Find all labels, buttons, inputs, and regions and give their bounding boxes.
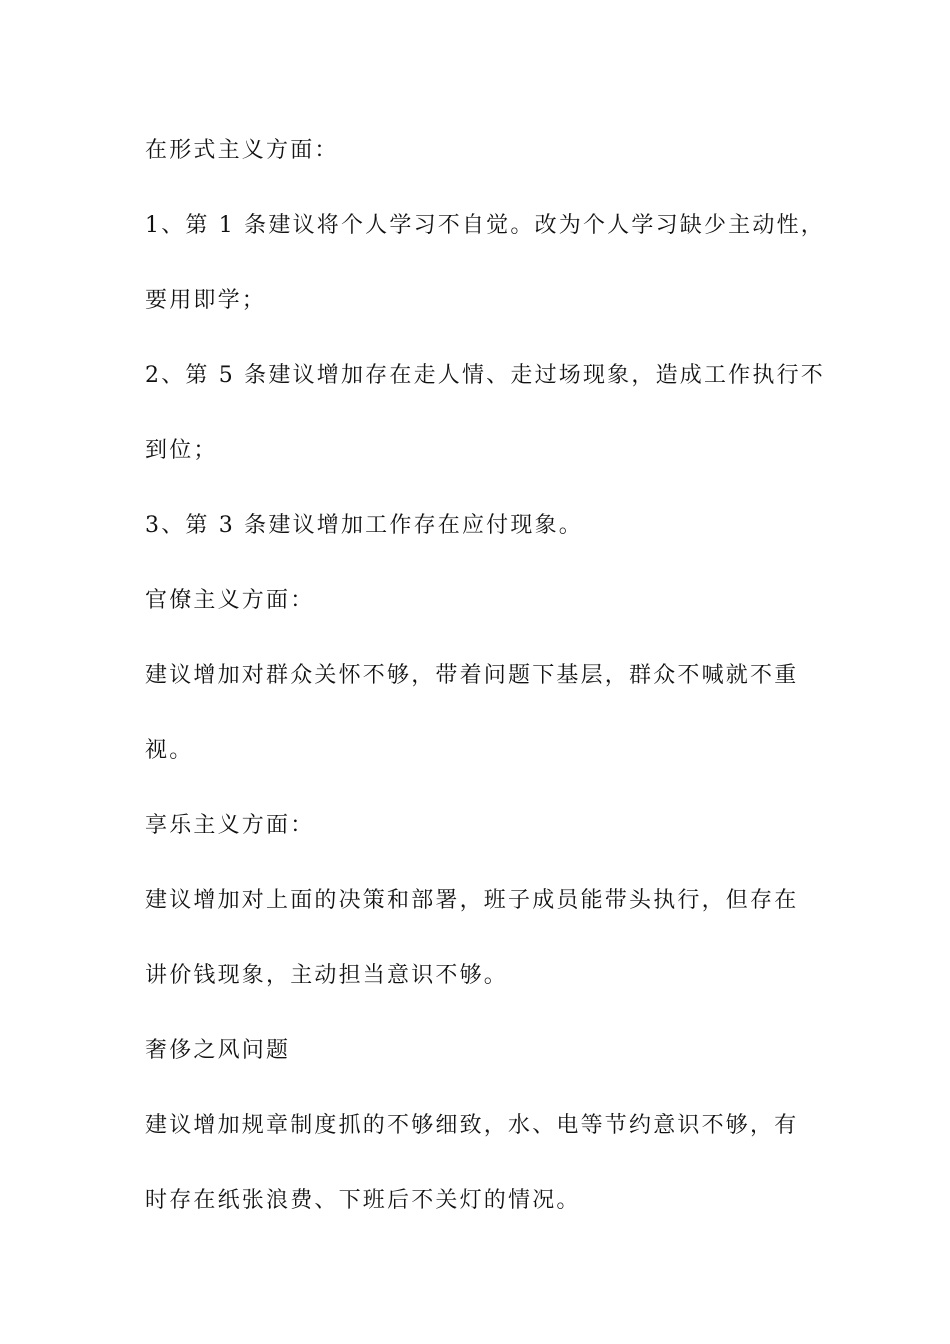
paragraph-line: 视。 xyxy=(145,738,194,763)
section-heading-extravagance: 奢侈之风问题 xyxy=(145,1038,291,1063)
paragraph-line: 要用即学； xyxy=(145,288,267,313)
section-heading-bureaucratism: 官僚主义方面： xyxy=(145,588,315,613)
section-heading-hedonism: 享乐主义方面： xyxy=(145,813,315,838)
paragraph-line: 到位； xyxy=(145,438,218,463)
paragraph-line: 建议增加规章制度抓的不够细致，水、电等节约意识不够，有 xyxy=(145,1113,799,1138)
paragraph-line: 讲价钱现象，主动担当意识不够。 xyxy=(145,963,509,988)
section-heading-formalism: 在形式主义方面： xyxy=(145,138,339,163)
paragraph-line: 建议增加对上面的决策和部署，班子成员能带头执行，但存在 xyxy=(145,888,799,913)
paragraph-line: 2、第 5 条建议增加存在走人情、走过场现象，造成工作执行不 xyxy=(145,363,825,388)
paragraph-line: 建议增加对群众关怀不够，带着问题下基层，群众不喊就不重 xyxy=(145,663,799,688)
paragraph-line: 1、第 1 条建议将个人学习不自觉。改为个人学习缺少主动性， xyxy=(145,213,825,238)
paragraph-line: 时存在纸张浪费、下班后不关灯的情况。 xyxy=(145,1188,581,1213)
paragraph-line: 3、第 3 条建议增加工作存在应付现象。 xyxy=(145,513,583,538)
